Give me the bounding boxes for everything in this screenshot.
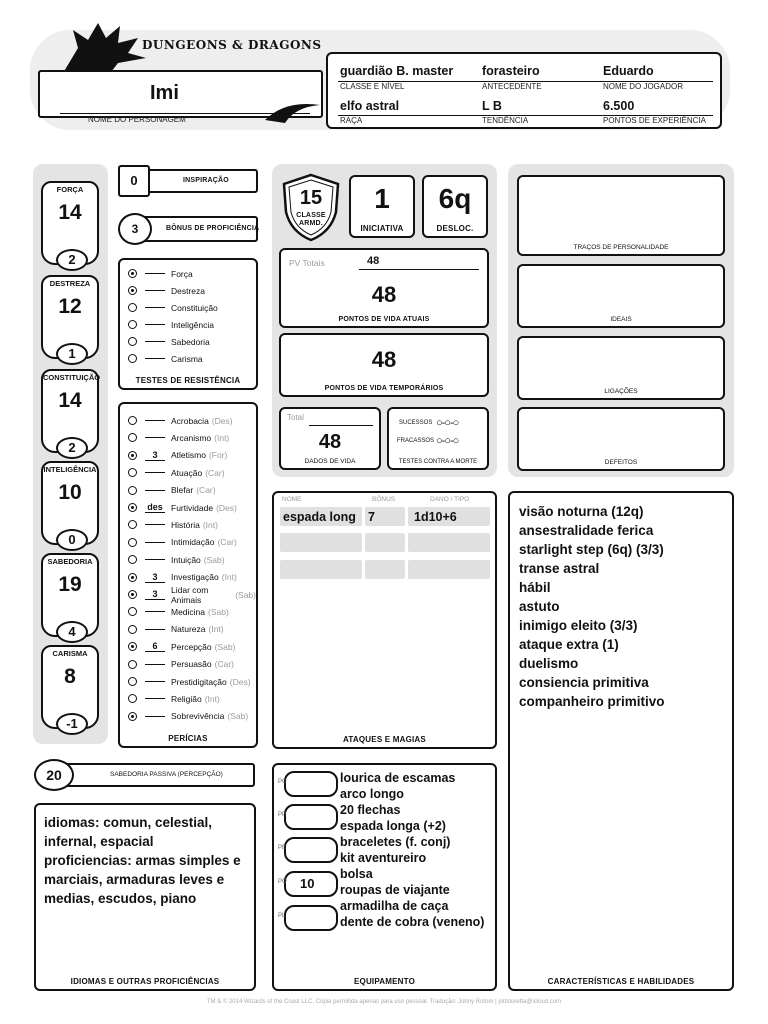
ability-dexterity[interactable] (41, 275, 99, 359)
skill-attr: (Int) (221, 572, 237, 583)
bonds-box[interactable] (517, 336, 725, 400)
ability-score: 12 (58, 295, 82, 318)
skill-name: Acrobacia (171, 415, 209, 426)
speed: 6q (438, 183, 472, 214)
ability-score: 14 (58, 389, 82, 412)
skill-row[interactable] (128, 603, 229, 620)
hp-max-line (359, 269, 479, 270)
gold-value: 10 (300, 876, 315, 891)
prof-dot[interactable] (128, 660, 137, 669)
skill-row[interactable] (128, 638, 235, 655)
flaws-label: DEFEITOS (604, 459, 638, 466)
skill-attr: (Car) (214, 659, 234, 670)
death-saves-box (387, 407, 489, 470)
skill-attr: (Car) (205, 467, 225, 478)
prof-dot[interactable] (128, 712, 137, 721)
ability-constitution[interactable] (41, 369, 99, 453)
skill-name: História (171, 519, 200, 530)
death-success-marks[interactable]: ○-○-○ (436, 417, 459, 429)
save-name: Carisma (171, 353, 203, 364)
ability-name: INTELIGÊNCIA (43, 465, 97, 474)
background[interactable]: forasteiro (482, 64, 540, 78)
skill-value[interactable]: des (145, 502, 165, 513)
skill-attr: (Int) (208, 624, 224, 635)
skill-value[interactable]: 3 (145, 572, 165, 583)
xp[interactable]: 6.500 (603, 99, 635, 113)
skill-row[interactable] (128, 586, 256, 603)
hit-dice-total-label: Total (287, 413, 304, 422)
ability-name: CONSTITUIÇÃO (43, 373, 101, 382)
passive-value[interactable]: 20 (34, 759, 74, 791)
prof-dot[interactable] (128, 590, 137, 599)
save-row[interactable] (128, 265, 193, 282)
hp-max[interactable]: 48 (367, 255, 380, 267)
hp-current-label: PONTOS DE VIDA ATUAIS (338, 316, 430, 323)
skill-value[interactable] (145, 681, 165, 682)
save-value[interactable] (145, 273, 165, 274)
ability-mod: 2 (56, 249, 88, 271)
hp-current: 48 (371, 282, 397, 307)
save-value[interactable] (145, 307, 165, 308)
attack-damage: 1d10+6 (414, 510, 457, 524)
ideals-label: IDEAIS (610, 316, 632, 323)
armor-class[interactable]: 15 (299, 187, 323, 209)
skill-value[interactable]: 3 (145, 450, 165, 461)
attack-name-cell[interactable] (280, 533, 362, 552)
save-value[interactable] (145, 358, 165, 359)
skills-title: PERÍCIAS (168, 734, 208, 743)
race[interactable]: elfo astral (340, 99, 400, 113)
ability-mod: 1 (56, 343, 88, 365)
skill-attr: (Int) (202, 519, 218, 530)
skill-attr: (Des) (211, 415, 233, 426)
skill-attr: (Des) (216, 502, 237, 513)
skill-value[interactable] (145, 524, 165, 525)
ability-name: CARISMA (52, 649, 88, 658)
player-label: NOME DO JOGADOR (603, 82, 684, 91)
prof-dot[interactable] (128, 468, 137, 477)
coin-gp[interactable] (278, 871, 338, 897)
save-value[interactable] (145, 324, 165, 325)
prof-line: proficiencias: armas simples e (44, 853, 241, 868)
feature-item: consiencia primitiva (519, 675, 649, 690)
prof-dot[interactable] (128, 433, 137, 442)
skill-row[interactable] (128, 482, 216, 499)
save-name: Força (171, 268, 193, 279)
death-label: TESTES CONTRA A MORTE (398, 459, 478, 465)
skill-name: Persuasão (171, 659, 212, 670)
hp-temp-box[interactable] (279, 333, 489, 397)
attack-col-bonus: BÔNUS (372, 496, 396, 503)
bonds-label: LIGAÇÕES (604, 388, 638, 395)
skill-name: Blefar (171, 485, 194, 496)
equipment-item: arco longo (340, 787, 404, 801)
prof-dot[interactable] (128, 354, 137, 363)
skill-attr: (For) (208, 450, 228, 461)
features-box (508, 491, 734, 991)
equipment-item: dente de cobra (veneno) (340, 915, 485, 929)
race-label: RAÇA (340, 116, 363, 125)
skill-row[interactable] (128, 656, 234, 673)
ability-mod: 0 (56, 529, 88, 551)
skill-row[interactable] (128, 690, 220, 707)
death-success-label: SUCESSOS (399, 420, 433, 426)
feature-item: astuto (519, 599, 560, 614)
initiative-box[interactable] (349, 175, 415, 238)
attack-bonus-cell[interactable] (365, 560, 405, 579)
prof-line: idiomas: comun, celestial, (44, 815, 213, 830)
prof-dot[interactable] (128, 451, 137, 460)
skills-box (118, 402, 258, 748)
save-name: Inteligência (171, 319, 215, 330)
skill-attr: (Int) (214, 432, 230, 443)
skill-name: Lidar com Animais (171, 584, 209, 605)
proficiencies-title: IDIOMAS E OUTRAS PROFICIÊNCIAS (70, 977, 220, 986)
skill-name: Natureza (171, 624, 206, 635)
prof-dot[interactable] (128, 286, 137, 295)
ability-name: SABEDORIA (47, 557, 93, 566)
initiative: 1 (374, 183, 390, 214)
prof-line: medias, escudos, piano (44, 891, 197, 906)
equipment-item: lourica de escamas (340, 771, 456, 785)
armor-class-label: CLASSE ARMD. (296, 212, 326, 227)
skill-name: Investigação (171, 572, 219, 583)
hit-dice-total-line (309, 425, 373, 426)
skill-row[interactable] (128, 429, 229, 446)
ability-mod: -1 (56, 713, 88, 735)
feature-item: visão noturna (12q) (519, 504, 644, 519)
header (0, 0, 768, 150)
prof-dot[interactable] (128, 694, 137, 703)
attacks-box (272, 491, 497, 749)
skill-attr: (Sab) (227, 711, 249, 722)
save-name: Sabedoria (171, 336, 210, 347)
skill-value[interactable] (145, 629, 165, 630)
save-row[interactable] (128, 282, 205, 299)
skill-attr: (Car) (217, 537, 237, 548)
ability-score: 14 (58, 201, 82, 224)
skill-row[interactable] (128, 499, 237, 516)
attack-name-cell[interactable] (280, 560, 362, 579)
skill-row[interactable] (128, 447, 227, 464)
ideals-box[interactable] (517, 264, 725, 328)
coin-label: PO (278, 879, 287, 885)
prof-dot[interactable] (128, 677, 137, 686)
equipment-title: EQUIPAMENTO (353, 977, 416, 986)
ability-score: 19 (58, 573, 82, 596)
prof-dot[interactable] (128, 503, 137, 512)
coin-cp[interactable] (278, 771, 338, 797)
skill-value[interactable] (145, 664, 165, 665)
proficiencies-box (34, 803, 256, 991)
skill-value[interactable] (145, 559, 165, 560)
inspiration-label: INSPIRAÇÃO (183, 177, 229, 184)
coin-label: PP (278, 812, 287, 818)
class-level[interactable]: guardião B. master (340, 64, 454, 78)
initiative-label: INICIATIVA (360, 224, 404, 233)
xp-label: PONTOS DE EXPERIÊNCIA (603, 116, 706, 125)
equipment-item: kit aventureiro (340, 851, 427, 865)
prof-dot[interactable] (128, 607, 137, 616)
skill-name: Atuação (171, 467, 203, 478)
equipment-list[interactable] (340, 770, 484, 930)
feature-item: hábil (519, 580, 551, 595)
skill-row[interactable] (128, 708, 248, 725)
character-name[interactable]: Imi (150, 82, 179, 104)
skill-value[interactable] (145, 437, 165, 438)
proficiency-label: BÔNUS DE PROFICIÊNCIA (166, 225, 260, 232)
attack-bonus: 7 (368, 510, 375, 524)
coin-pp[interactable] (278, 905, 338, 931)
death-fail-marks[interactable]: ○-○-○ (436, 435, 459, 447)
equipment-item: espada longa (+2) (340, 819, 446, 833)
skill-row[interactable] (128, 569, 237, 586)
skill-value[interactable] (145, 698, 165, 699)
flaws-box[interactable] (517, 407, 725, 471)
skill-name: Religião (171, 693, 202, 704)
ability-name: DESTREZA (49, 279, 91, 288)
save-row[interactable] (128, 333, 210, 350)
coin-ep[interactable] (278, 837, 338, 863)
skill-name: Prestidigitação (171, 676, 227, 687)
skill-name: Sobrevivência (171, 711, 225, 722)
prof-dot[interactable] (128, 320, 137, 329)
alignment-label: TENDÊNCIA (482, 116, 529, 125)
skill-row[interactable] (128, 551, 225, 568)
equipment-item: roupas de viajante (340, 883, 450, 897)
skill-value[interactable]: 3 (145, 589, 165, 600)
attacks-title: ATAQUES E MAGIAS (343, 735, 426, 744)
speed-box[interactable] (422, 175, 488, 238)
player-name[interactable]: Eduardo (603, 64, 654, 78)
dragon-tail-icon (265, 95, 325, 125)
skill-row[interactable] (128, 673, 251, 690)
feature-item: ataque extra (1) (519, 637, 619, 652)
prof-dot[interactable] (128, 642, 137, 651)
skill-attr: (Sab) (208, 606, 229, 617)
equipment-item: bolsa (340, 867, 373, 881)
prof-dot[interactable] (128, 416, 137, 425)
prof-dot[interactable] (128, 303, 137, 312)
prof-dot[interactable] (128, 538, 137, 547)
hit-dice: 48 (318, 431, 342, 453)
hp-current-box[interactable] (279, 248, 489, 328)
skill-row[interactable] (128, 534, 237, 551)
equipment-item: armadilha de caça (340, 899, 449, 913)
equipment-item: braceletes (f. conj) (340, 835, 451, 849)
logo-text: DUNGEONS & DRAGONS (142, 38, 322, 52)
prof-dot[interactable] (128, 337, 137, 346)
attack-damage-cell[interactable] (408, 533, 490, 552)
skill-name: Percepção (171, 641, 212, 652)
save-name: Constituição (171, 302, 218, 313)
feature-item: starlight step (6q) (3/3) (519, 542, 664, 557)
skill-name: Medicina (171, 606, 206, 617)
save-row[interactable] (128, 299, 218, 316)
skill-value[interactable] (145, 490, 165, 491)
skill-name: Arcanismo (171, 432, 212, 443)
skill-attr: (Int) (204, 693, 220, 704)
feature-item: duelismo (519, 656, 579, 671)
prof-dot[interactable] (128, 486, 137, 495)
hp-max-label: PV Totais (289, 258, 325, 268)
features-list[interactable] (519, 502, 665, 711)
prof-dot[interactable] (128, 625, 137, 634)
prof-dot[interactable] (128, 520, 137, 529)
equipment-box (272, 763, 497, 991)
feature-item: ansestralidade ferica (519, 523, 654, 538)
class-level-label: CLASSE E NÍVEL (340, 82, 405, 91)
coin-label: PE (278, 845, 287, 851)
save-name: Destreza (171, 285, 206, 296)
save-row[interactable] (128, 350, 203, 367)
skill-value[interactable] (145, 472, 165, 473)
prof-line: marciais, armaduras leves e (44, 872, 225, 887)
ability-score: 10 (58, 481, 82, 504)
save-row[interactable] (128, 316, 214, 333)
save-value[interactable] (145, 290, 165, 291)
skill-attr: (Sab) (203, 554, 225, 565)
skill-attr: (Sab) (214, 641, 236, 652)
coin-label: PL (278, 913, 286, 919)
save-value[interactable] (145, 341, 165, 342)
traits-box[interactable] (517, 175, 725, 256)
passive-label: SABEDORIA PASSIVA (PERCEPÇÃO) (110, 771, 223, 778)
coin-label: PC (278, 779, 287, 785)
equipment-item: 20 flechas (340, 803, 401, 817)
skill-row[interactable] (128, 516, 218, 533)
saves-title: TESTES DE RESISTÊNCIA (135, 376, 241, 385)
skill-value[interactable] (145, 420, 165, 421)
skill-name: Atletismo (171, 450, 206, 461)
skill-attr: (Car) (196, 485, 216, 496)
saves-box (118, 258, 258, 390)
death-fail-label: FRACASSOS (397, 438, 435, 444)
feature-item: transe astral (519, 561, 600, 576)
hp-temp: 48 (371, 347, 397, 372)
feature-item: companheiro primitivo (519, 694, 665, 709)
skill-row[interactable] (128, 621, 224, 638)
footer-copyright: TM & © 2014 Wizards of the Coast LLC. Cópia permitida apenas para uso pessoal. Tradução: Johny Rotom | jottstoretta@icloud.com (206, 999, 562, 1005)
skill-value[interactable] (145, 542, 165, 543)
skill-name: Intimidação (171, 537, 215, 548)
hp-temp-label: PONTOS DE VIDA TEMPORÁRIOS (324, 385, 444, 392)
ability-name: FORÇA (56, 185, 84, 194)
coin-sp[interactable] (278, 804, 338, 830)
hit-dice-label: DADOS DE VIDA (304, 458, 356, 465)
background-label: ANTECEDENTE (482, 82, 542, 91)
hit-dice-box[interactable] (279, 407, 381, 470)
prof-dot[interactable] (128, 573, 137, 582)
character-name-label: NOME DO PERSONAGEM (88, 115, 186, 124)
ability-strength[interactable] (41, 181, 99, 265)
attack-bonus-cell[interactable] (365, 533, 405, 552)
ability-intelligence[interactable] (41, 461, 99, 545)
skill-name: Intuição (171, 554, 201, 565)
ability-mod: 2 (56, 437, 88, 459)
prof-line: infernal, espacial (44, 834, 154, 849)
ability-mod: 4 (56, 621, 88, 643)
proficiency-bonus[interactable]: 3 (118, 213, 152, 245)
skill-value[interactable]: 6 (145, 641, 165, 652)
attack-col-name: NOME (282, 496, 302, 503)
skill-attr: (Des) (229, 676, 251, 687)
ability-charisma[interactable] (41, 645, 99, 729)
skill-row[interactable] (128, 464, 225, 481)
skill-row[interactable] (128, 412, 233, 429)
inspiration-box[interactable]: 0 (118, 165, 150, 197)
skill-attr: (Sab) (235, 589, 256, 600)
attack-name: espada long (283, 510, 356, 524)
skill-value[interactable] (145, 611, 165, 612)
attack-col-damage: DANO / TIPO (430, 496, 470, 503)
skill-value[interactable] (145, 716, 165, 717)
ability-wisdom[interactable] (41, 553, 99, 637)
skill-name: Furtividade (171, 502, 214, 513)
prof-dot[interactable] (128, 555, 137, 564)
alignment[interactable]: L B (482, 99, 502, 113)
traits-label: TRAÇOS DE PERSONALIDADE (573, 244, 669, 251)
attack-damage-cell[interactable] (408, 560, 490, 579)
proficiencies-text[interactable] (44, 813, 241, 908)
speed-label: DESLOC. (436, 224, 474, 233)
ability-score: 8 (64, 665, 76, 688)
feature-item: inimigo eleito (3/3) (519, 618, 638, 633)
features-title: CARACTERÍSTICAS E HABILIDADES (547, 977, 695, 986)
prof-dot[interactable] (128, 269, 137, 278)
